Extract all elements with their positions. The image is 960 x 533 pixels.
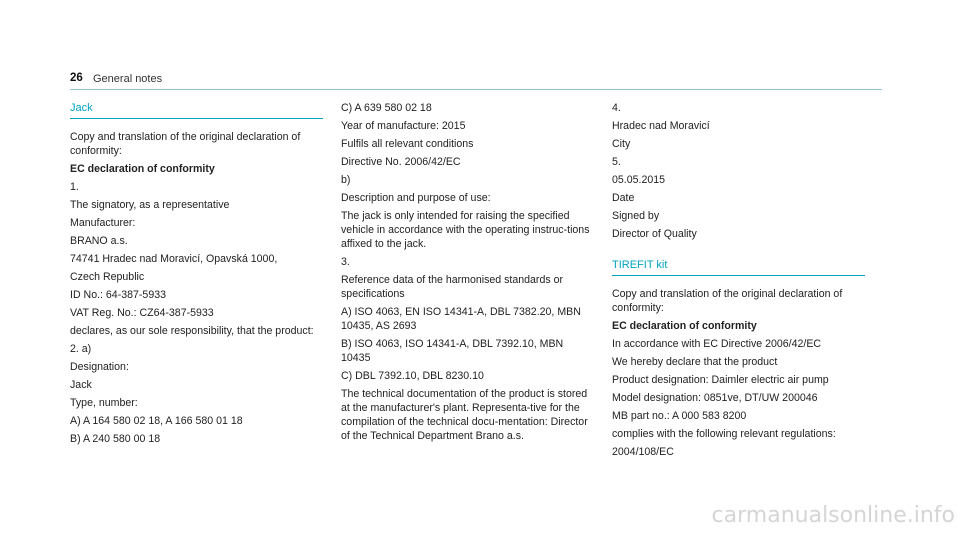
paragraph: ID No.: 64-387-5933 xyxy=(70,289,166,301)
paragraph-bold: EC declaration of conformity xyxy=(70,163,215,175)
column-signature-and-tirefit xyxy=(612,101,865,463)
paragraph: 4. xyxy=(612,102,621,114)
paragraph: C) DBL 7392.10, DBL 8230.10 xyxy=(341,370,484,382)
header-divider xyxy=(70,89,882,90)
page-header xyxy=(70,70,882,90)
paragraph: B) ISO 4063, ISO 14341-A, DBL 7392.10, MBN 10435 xyxy=(341,338,564,364)
paragraph: Product designation: Daimler electric air pump xyxy=(612,374,829,386)
paragraph: Manufacturer: xyxy=(70,217,136,229)
paragraph: declares, as our sole responsibility, that the product: xyxy=(70,325,314,337)
paragraph: Hradec nad Moravicí xyxy=(612,120,710,132)
paragraph: MB part no.: A 000 583 8200 xyxy=(612,410,747,422)
paragraph: Fulfils all relevant conditions xyxy=(341,138,474,150)
paragraph: B) A 240 580 00 18 xyxy=(70,433,161,445)
paragraph: Director of Quality xyxy=(612,228,697,240)
paragraph: Signed by xyxy=(612,210,660,222)
paragraph: Copy and translation of the original declaration of conformity: xyxy=(612,288,843,314)
paragraph: 1. xyxy=(70,181,79,193)
paragraph: Model designation: 0851ve, DT/UW 200046 xyxy=(612,392,818,404)
paragraph: Date xyxy=(612,192,635,204)
paragraph: 5. xyxy=(612,156,621,168)
paragraph: Czech Republic xyxy=(70,271,145,283)
paragraph: The signatory, as a representative xyxy=(70,199,230,211)
paragraph: Reference data of the harmonised standards or specifications xyxy=(341,274,564,300)
paragraph: C) A 639 580 02 18 xyxy=(341,102,432,114)
paragraph: Designation: xyxy=(70,361,129,373)
paragraph: The jack is only intended for raising the specified vehicle in accordance with the operating instruc-tions affixed to the jack. xyxy=(341,210,590,250)
paragraph: Copy and translation of the original declaration of conformity: xyxy=(70,131,301,157)
heading-tirefit-kit: TIREFIT kit xyxy=(612,258,865,276)
paragraph: 2004/108/EC xyxy=(612,446,674,458)
paragraph: VAT Reg. No.: CZ64-387-5933 xyxy=(70,307,214,319)
heading-jack: Jack xyxy=(70,101,323,119)
paragraph: Directive No. 2006/42/EC xyxy=(341,156,461,168)
watermark: carmanualsonline.info xyxy=(711,503,955,528)
paragraph: City xyxy=(612,138,631,150)
paragraph: We hereby declare that the product xyxy=(612,356,778,368)
paragraph: Description and purpose of use: xyxy=(341,192,491,204)
paragraph: complies with the following relevant regulations: xyxy=(612,428,836,440)
paragraph: The technical documentation of the product is stored at the manufacturer's plant. Representa-tive for the compilation of the technical docu-mentation: Director of the Technical Department Brano a.s. xyxy=(341,388,588,442)
column-jack-declaration xyxy=(70,101,323,450)
paragraph: Jack xyxy=(70,379,92,391)
paragraph: 3. xyxy=(341,256,350,268)
paragraph-bold: EC declaration of conformity xyxy=(612,320,757,332)
paragraph: b) xyxy=(341,174,351,186)
section-title: General notes xyxy=(93,73,163,85)
column-jack-continued xyxy=(341,101,594,447)
paragraph: Type, number: xyxy=(70,397,138,409)
paragraph: 05.05.2015 xyxy=(612,174,666,186)
paragraph: In accordance with EC Directive 2006/42/EC xyxy=(612,338,822,350)
paragraph: BRANO a.s. xyxy=(70,235,128,247)
page-number: 26 xyxy=(70,72,83,84)
paragraph: 2. a) xyxy=(70,343,92,355)
paragraph: A) ISO 4063, EN ISO 14341-A, DBL 7382.20, MBN 10435, AS 2693 xyxy=(341,306,581,332)
paragraph: 74741 Hradec nad Moravicí, Opavská 1000, xyxy=(70,253,278,265)
paragraph: Year of manufacture: 2015 xyxy=(341,120,466,132)
paragraph: A) A 164 580 02 18, A 166 580 01 18 xyxy=(70,415,243,427)
